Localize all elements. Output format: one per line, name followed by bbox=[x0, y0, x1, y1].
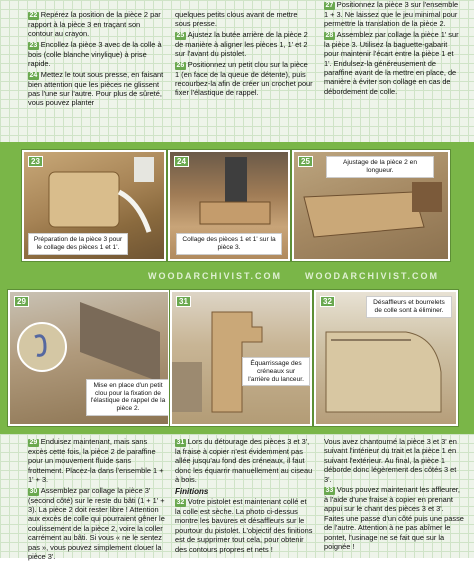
step-24-continued: quelques petits clous avant de mettre sous presse. bbox=[175, 10, 298, 29]
step-25: 25 Ajustez la butée arrière de la pièce 2 de manière à aligner les pièces 1, 1' et 2 sur l'avant du pistolet. bbox=[175, 29, 308, 59]
photo-31-label: 31 bbox=[176, 296, 191, 307]
photo-25 bbox=[292, 150, 450, 261]
photo-29-caption: Mise en place d'un petit clou pour la fixation de l'élastique de rappel de la pièce 2. bbox=[86, 379, 170, 416]
step-32: 32 Votre pistolet est maintenant collé et la colle est sèche. La photo ci-dessus montre les bavures et désaffleurs sur le pourtour du pistolet. L'objectif des finitions est de supprimer tout cela, pour obtenir des contours propres et nets ! bbox=[175, 497, 313, 554]
step-30: 30 Assemblez par collage la pièce 3' (second côté) sur le reste du bâti (1 + 1' + 3). La pièce 2 doit rester libre ! Attention aux excès de colle qui pourraient gêner le coulissement de la pièce 2, voire la coller carrément au bâti. Si vous « ne le sentez pas », vous pouvez simplement clouer la pièce 3'. bbox=[28, 485, 165, 562]
photo-29 bbox=[8, 290, 170, 426]
finitions-heading: Finitions bbox=[175, 486, 209, 496]
watermark-top: WOODARCHIVIST.COM bbox=[148, 271, 282, 281]
top-column-1 bbox=[28, 10, 166, 109]
step-29: 29 Enduisez maintenant, mais sans excès cette fois, la pièce 2 de paraffine pour un mouvement fluide sans frottement. Placez-la dans l'ensemble 1 + 1' + 3. bbox=[28, 437, 164, 485]
photo-25-caption: Ajustage de la pièce 2 en longueur. bbox=[326, 156, 434, 178]
step-27: 27 Positionnez la pièce 3 sur l'ensemble 1 + 3. Ne laissez que le jeu minimal pour permettre la translation de la pièce 2. bbox=[324, 0, 459, 29]
photo-23-label: 23 bbox=[28, 156, 43, 167]
step-23: 23 Encollez la pièce 3 avec de la colle à bois (colle blanche vinylique) à prise rapide. bbox=[28, 39, 162, 69]
bottom-column-2 bbox=[175, 437, 313, 555]
step-22: 22 Repérez la position de la pièce 2 par rapport à la pièce 3 en traçant son contour au crayon. bbox=[28, 10, 161, 39]
step-24: 24 Mettez le tout sous presse, en faisant bien attention que les pièces ne glissent pas l'une sur l'autre. Pour plus de sûreté, vous pouvez planter bbox=[28, 69, 164, 108]
bottom-column-3 bbox=[324, 437, 464, 552]
photo-32-label: 32 bbox=[320, 296, 335, 307]
photo-25-label: 25 bbox=[298, 156, 313, 167]
watermark-right: WOODARCHIVIST.COM bbox=[305, 271, 439, 281]
top-column-2 bbox=[175, 10, 313, 99]
photo-29-label: 29 bbox=[14, 296, 29, 307]
photo-23 bbox=[22, 150, 166, 261]
step-33: 33 Vous pouvez maintenant les affleurer, à l'aide d'une fraise à copier en prenant appui sur le chant des pièces 3 et 3'. Faites une passe d'un côté puis une passe de l'autre. Attention à ne pas abîmer le pontet, l'usinage ne se fait que sur la poignée ! bbox=[324, 485, 464, 552]
photo-23-caption: Préparation de la pièce 3 pour le collage des pièces 1 et 1'. bbox=[28, 233, 128, 255]
photo-24-label: 24 bbox=[174, 156, 189, 167]
photo-32 bbox=[314, 290, 458, 426]
photo-24 bbox=[168, 150, 290, 261]
photo-32-caption: Désaffleurs et bourrelets de colle sont à éliminer. bbox=[366, 296, 452, 318]
step-32-continued: Vous avez chantourné la pièce 3 et 3' en suivant l'intérieur du trait et la pièce 1 en suivant l'extérieur. Au final, la pièce 1 déborde donc légèrement des côtés 3 et 3'. bbox=[324, 437, 457, 484]
step-31: 31 Lors du détourage des pièces 3 et 3', la fraise à copier n'est évidemment pas allée jusqu'au fond des créneaux, il faut donc les équarrir manuellement au ciseau à bois. bbox=[175, 437, 313, 485]
photo-31-caption: Équarrissage des créneaux sur l'arrière du lanceur. bbox=[242, 357, 310, 386]
step-28: 28 Assemblez par collage la pièce 1' sur la pièce 3. Utilisez la baguette-gabarit pour maintenir l'écart entre la pièce 1 et 1'. Endulsez-la généreusement de paraffine avant de la mettre en place, de manière à éviter son collage en cas de débordement de colle. bbox=[324, 29, 459, 96]
step-26: 26 Positionnez un petit clou sur la pièce 1 (en face de la queue de détente), puis recourbez-la afin de créer un crochet pour fixer l'élastique de rappel. bbox=[175, 59, 313, 98]
top-column-3 bbox=[324, 0, 462, 97]
photo-31 bbox=[170, 290, 312, 426]
photo-24-caption: Collage des pièces 1 et 1' sur la pièce 3. bbox=[176, 233, 282, 255]
bottom-column-1 bbox=[28, 437, 166, 562]
